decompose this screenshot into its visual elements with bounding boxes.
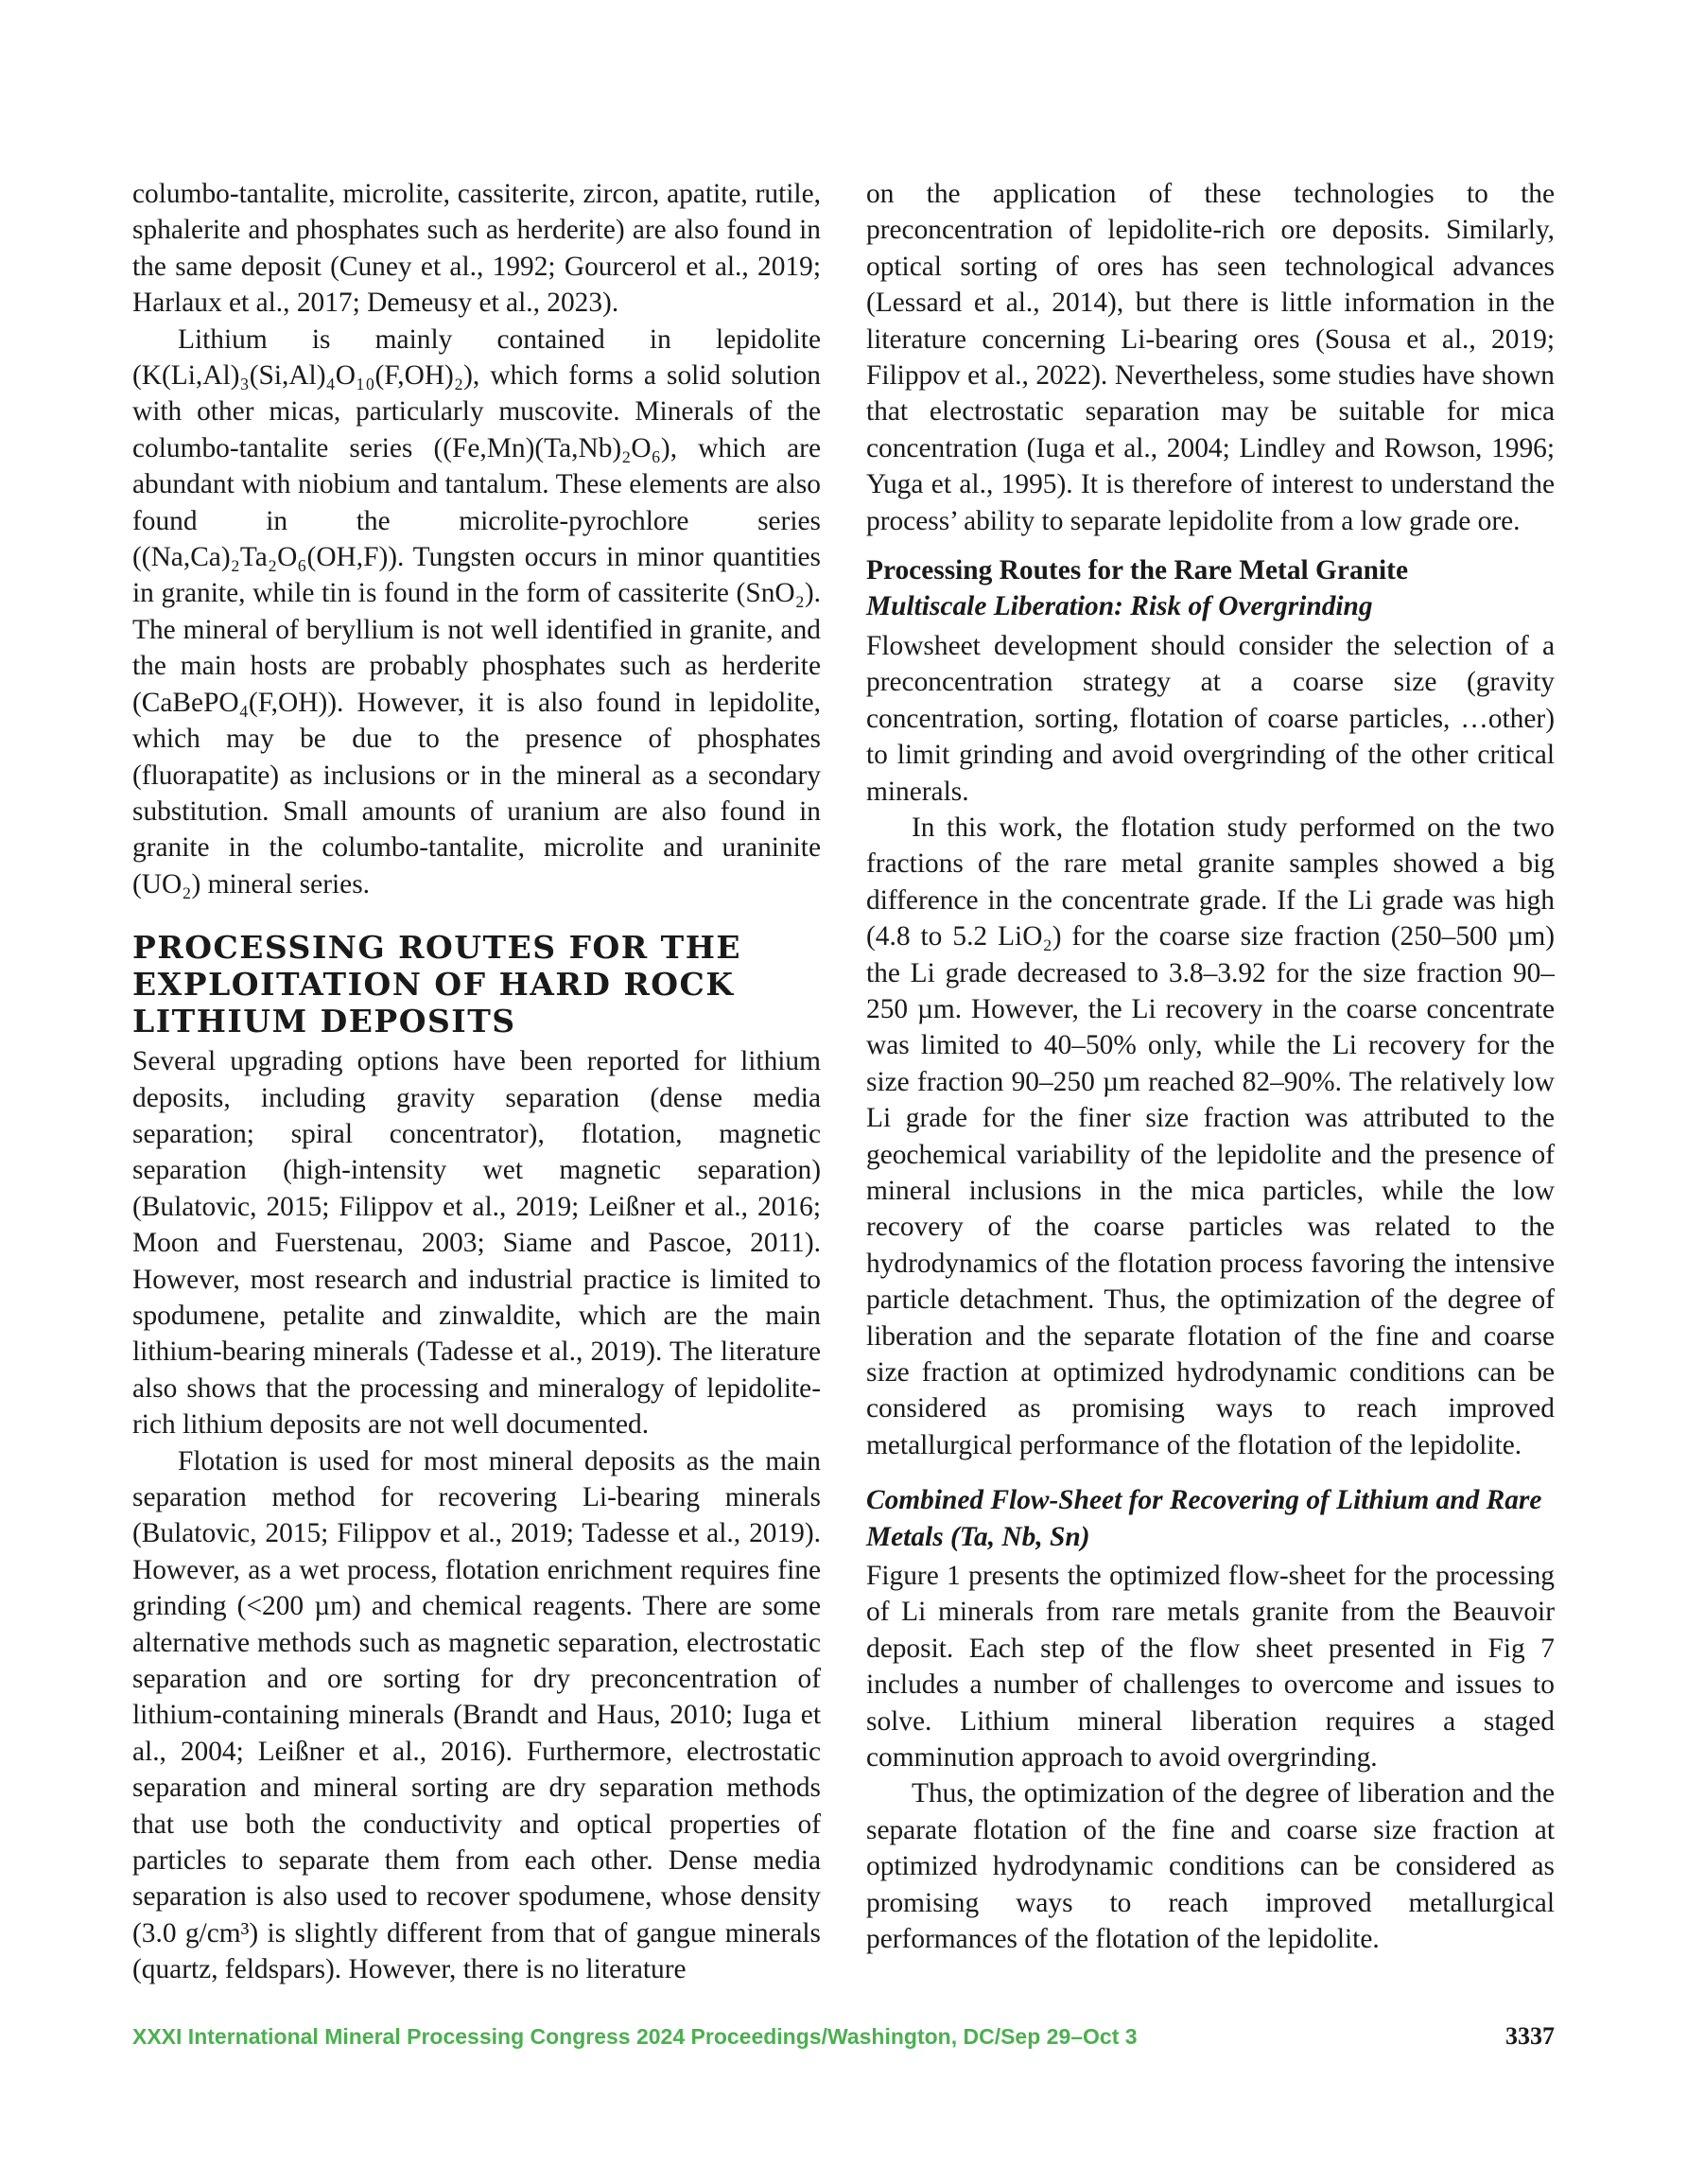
section-heading: PROCESSING ROUTES FOR THE EXPLOITATION OF HARD ROCK LITHIUM DEPOSITS bbox=[132, 929, 742, 1040]
body-paragraph: Figure 1 presents the optimized flow-sheet for the processing of Li minerals from rare metals granite from the Beauvoir deposit. Each step of the flow sheet presented in Fig 7 includes a number of challenges to overcome and issues to solve. Lithium mineral liberation requires a staged comminution approach to avoid overgrinding. bbox=[866, 1561, 1555, 1773]
body-paragraph: Lithium is mainly contained in lepidolite (K(Li,Al)₃(Si,Al)₄O₁₀(F,OH)₂), which forms a solid solution with other micas, particularly muscovite. Minerals of the columbo-tantalite series ((Fe,Mn)(Ta,Nb)₂O₆), which are abundant with niobium and tantalum. These elements are also found in the microlite-pyrochlore series ((Na,Ca)₂Ta₂O₆(OH,F)). Tungsten occurs in minor quantities in granite, while tin is found in the form of cassiterite (SnO₂). The mineral of beryllium is not well identified in granite, and the main hosts are probably phosphates such as herderite (CaBePO₄(F,OH)). However, it is also found in lepidolite, which may be due to the presence of phosphates (fluorapatite) as inclusions or in the mineral as a secondary substitution. Small amounts of uranium are also found in granite in the columbo-tantalite, microlite and uraninite (UO₂) mineral series. bbox=[132, 323, 821, 900]
left-column bbox=[132, 176, 821, 1988]
body-paragraph: on the application of these technologies to the preconcentration of lepidolite-rich ore deposits. Similarly, optical sorting of ores has seen technological advances (Lessard et al., 2014), but there is little information in the literature concerning Li-bearing ores (Sousa et al., 2019; Filippov et al., 2022). Nevertheless, some studies have shown that electrostatic separation may be suitable for mica concentration (Iuga et al., 2004; Lindley and Rowson, 1996; Yuga et al., 1995). It is therefore of interest to understand the process’ ability to separate lepidolite from a low grade ore. bbox=[866, 179, 1555, 536]
body-paragraph: In this work, the flotation study performed on the two fractions of the rare metal granite samples showed a big difference in the concentrate grade. If the Li grade was high (4.8 to 5.2 LiO₂) for the coarse size fraction (250–500 µm) the Li grade decreased to 3.8–3.92 for the size fraction 90–250 µm. However, the Li recovery in the coarse concentrate was limited to 40–50% only, while the Li recovery for the size fraction 90–250 µm reached 82–90%. The relatively low Li grade for the finer size fraction was attributed to the geochemical variability of the lepidolite and the presence of mineral inclusions in the mica particles, while the low recovery of the coarse particles was related to the hydrodynamics of the flotation process favoring the intensive particle detachment. Thus, the optimization of the degree of liberation and the separate flotation of the fine and coarse size fraction at optimized hydrodynamic conditions can be considered as promising ways to reach improved metallurgical performance of the flotation of the lepidolite. bbox=[866, 812, 1555, 1460]
body-paragraph: Thus, the optimization of the degree of liberation and the separate flotation of the fine and coarse size fraction at optimized hydrodynamic conditions can be considered as promising ways to reach improved metallurgical performances of the flotation of the lepidolite. bbox=[866, 1778, 1555, 1955]
footer-conference: XXXI International Mineral Processing Congress 2024 Proceedings/Washington, DC/Sep 29–Oct 3 bbox=[132, 2024, 1138, 2049]
subsubsection-heading: Multiscale Liberation: Risk of Overgrinding bbox=[866, 591, 1373, 622]
body-paragraph: Flotation is used for most mineral deposits as the main separation method for recovering Li-bearing minerals (Bulatovic, 2015; Filippov et al., 2019; Tadesse et al., 2019). However, as a wet process, flotation enrichment requires fine grinding (<200 µm) and chemical reagents. There are some alternative methods such as magnetic separation, electrostatic separation and ore sorting for dry preconcentration of lithium-containing minerals (Brandt and Haus, 2010; Iuga et al., 2004; Leißner et al., 2016). Furthermore, electrostatic separation and mineral sorting are dry separation methods that use both the conductivity and optical properties of particles to separate them from each other. Dense media separation is also used to recover spodumene, whose density (3.0 g/cm³) is slightly different from that of gangue minerals (quartz, feldspars). However, there is no literature bbox=[132, 1445, 821, 1985]
body-paragraph: Several upgrading options have been reported for lithium deposits, including gravity separation (dense media separation; spiral concentrator), flotation, magnetic separation (high-intensity wet magnetic separation) (Bulatovic, 2015; Filippov et al., 2019; Leißner et al., 2016; Moon and Fuerstenau, 2003; Siame and Pascoe, 2011). However, most research and industrial practice is limited to spodumene, petalite and zinwaldite, which are the main lithium-bearing minerals (Tadesse et al., 2019). The literature also shows that the processing and mineralogy of lepidolite-rich lithium deposits are not well documented. bbox=[132, 1046, 821, 1441]
right-column bbox=[866, 176, 1555, 1958]
body-paragraph: Flowsheet development should consider the selection of a preconcentration strategy at a coarse size (gravity concentration, sorting, flotation of coarse particles, …other) to limit grinding and avoid overgrinding of the other critical minerals. bbox=[866, 630, 1555, 807]
subsubsection-heading: Combined Flow-Sheet for Recovering of Lithium and Rare Metals (Ta, Nb, Sn) bbox=[866, 1485, 1542, 1552]
page-number: 3337 bbox=[1505, 2022, 1555, 2050]
body-paragraph: columbo-tantalite, microlite, cassiterite, zircon, apatite, rutile, sphalerite and phosphates such as herderite) are also found in the same deposit (Cuney et al., 1992; Gourcerol et al., 2019; Harlaux et al., 2017; Demeusy et al., 2023). bbox=[132, 179, 821, 319]
subsection-heading: Processing Routes for the Rare Metal Granite bbox=[866, 555, 1408, 586]
